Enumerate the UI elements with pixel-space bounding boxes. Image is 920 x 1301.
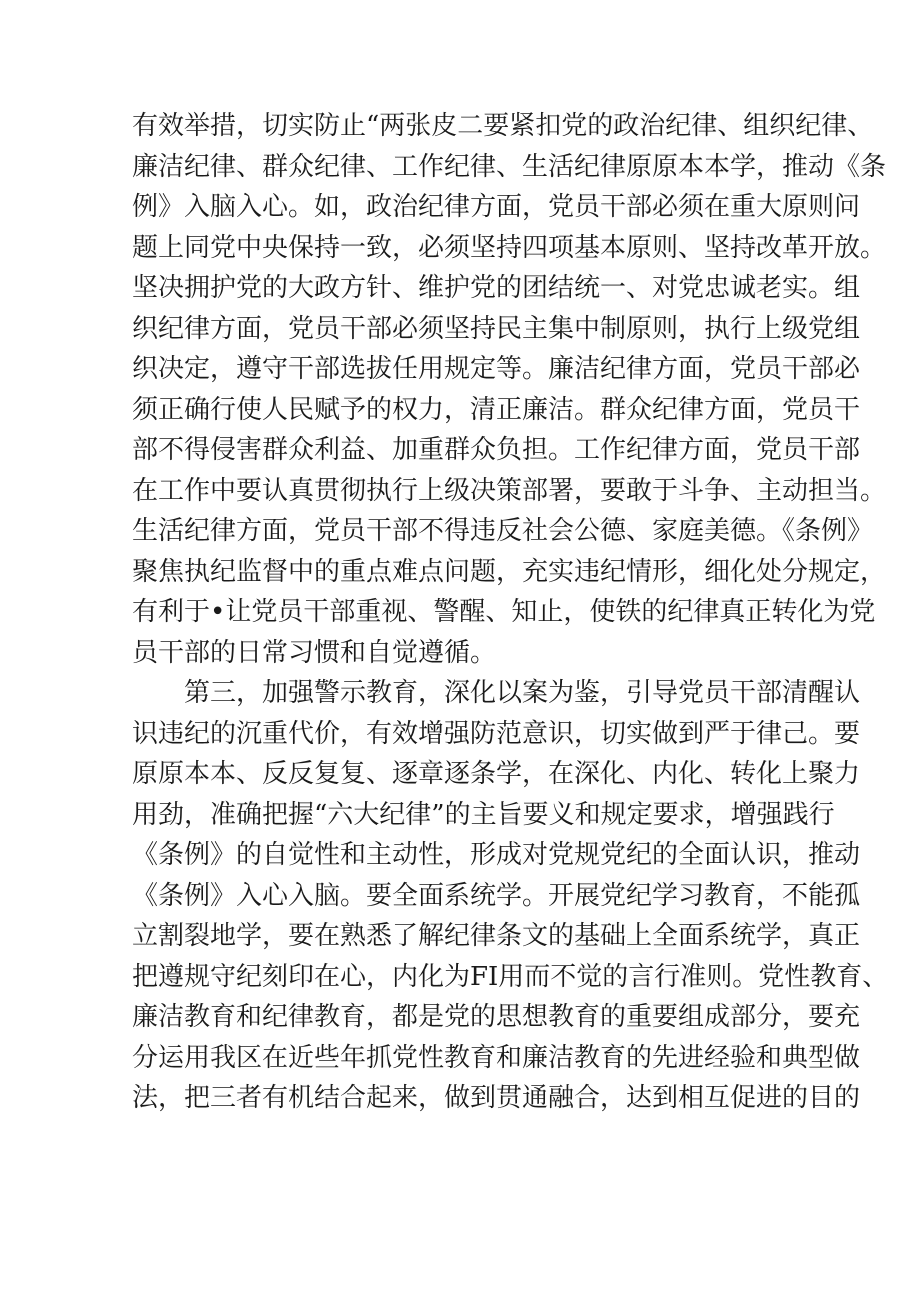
text-line: 例》入脑入心。如，政治纪律方面，党员干部必须在重大原则问 [132, 192, 861, 222]
text-line: 用劲，准确把握“六大纪律”的主旨要义和规定要求，增强践行 [132, 799, 835, 830]
text-line: 原原本本、反反复复、逐章逐条学，在深化、内化、转化上聚力 [132, 759, 861, 789]
text-line: 题上同党中央保持一致，必须坚持四项基本原则、坚持改革开放。 [132, 232, 887, 263]
text-line: 部不得侵害群众利益、加重群众负担。工作纪律方面，党员干部 [132, 435, 861, 465]
text-line: 识违纪的沉重代价，有效增强防范意识，切实做到严于律己。要 [132, 718, 861, 749]
text-line: 须正确行使人民赋予的权力，清正廉洁。群众纪律方面，党员干 [132, 394, 861, 425]
text-line: 廉洁纪律、群众纪律、工作纪律、生活纪律原原本本学，推动《条 [132, 151, 887, 182]
paragraph-warning-education [132, 673, 889, 1119]
text-line: 把遵规守纪刻印在心，内化为FI用而不觉的言行准则。党性教育、 [132, 961, 889, 992]
text-line: 有利于•让党员干部重视、警醒、知止，使铁的纪律真正转化为党 [132, 597, 876, 627]
paragraph-discipline-content [132, 106, 887, 673]
text-line: 坚决拥护党的大政方针、维护党的团结统一、对党忠诚老实。组 [132, 273, 861, 303]
text-line: 立割裂地学，要在熟悉了解纪律条文的基础上全面系统学，真正 [132, 921, 861, 951]
text-line: 《条例》入心入脑。要全面系统学。开展党纪学习教育，不能孤 [132, 880, 861, 911]
text-line: 《条例》的自觉性和主动性，形成对党规党纪的全面认识，推动 [132, 840, 861, 870]
text-line: 第三，加强警示教育，深化以案为鉴，引导党员干部清醒认 [184, 678, 861, 708]
text-line: 聚焦执纪监督中的重点难点问题，充实违纪情形，细化处分规定， [132, 556, 887, 587]
text-line: 分运用我区在近些年抓党性教育和廉洁教育的先进经验和典型做 [132, 1042, 861, 1073]
body-text [132, 106, 889, 1119]
text-line: 织决定，遵守干部选拔任用规定等。廉洁纪律方面，党员干部必 [132, 354, 861, 384]
text-line: 法，把三者有机结合起来，做到贯通融合，达到相互促进的目的 [132, 1083, 861, 1113]
text-line: 生活纪律方面，党员干部不得违反社会公德、家庭美德。《条例》 [132, 516, 874, 546]
text-line: 在工作中要认真贯彻执行上级决策部署，要敢于斗争、主动担当。 [132, 475, 887, 506]
text-line: 廉洁教育和纪律教育，都是党的思想教育的重要组成部分，要充 [132, 1002, 861, 1032]
text-line: 有效举措，切实防止“两张皮二要紧扣党的政治纪律、组织纪律、 [132, 111, 874, 141]
text-line: 员干部的日常习惯和自觉遵循。 [132, 637, 497, 668]
text-line: 织纪律方面，党员干部必须坚持民主集中制原则，执行上级党组 [132, 313, 861, 344]
